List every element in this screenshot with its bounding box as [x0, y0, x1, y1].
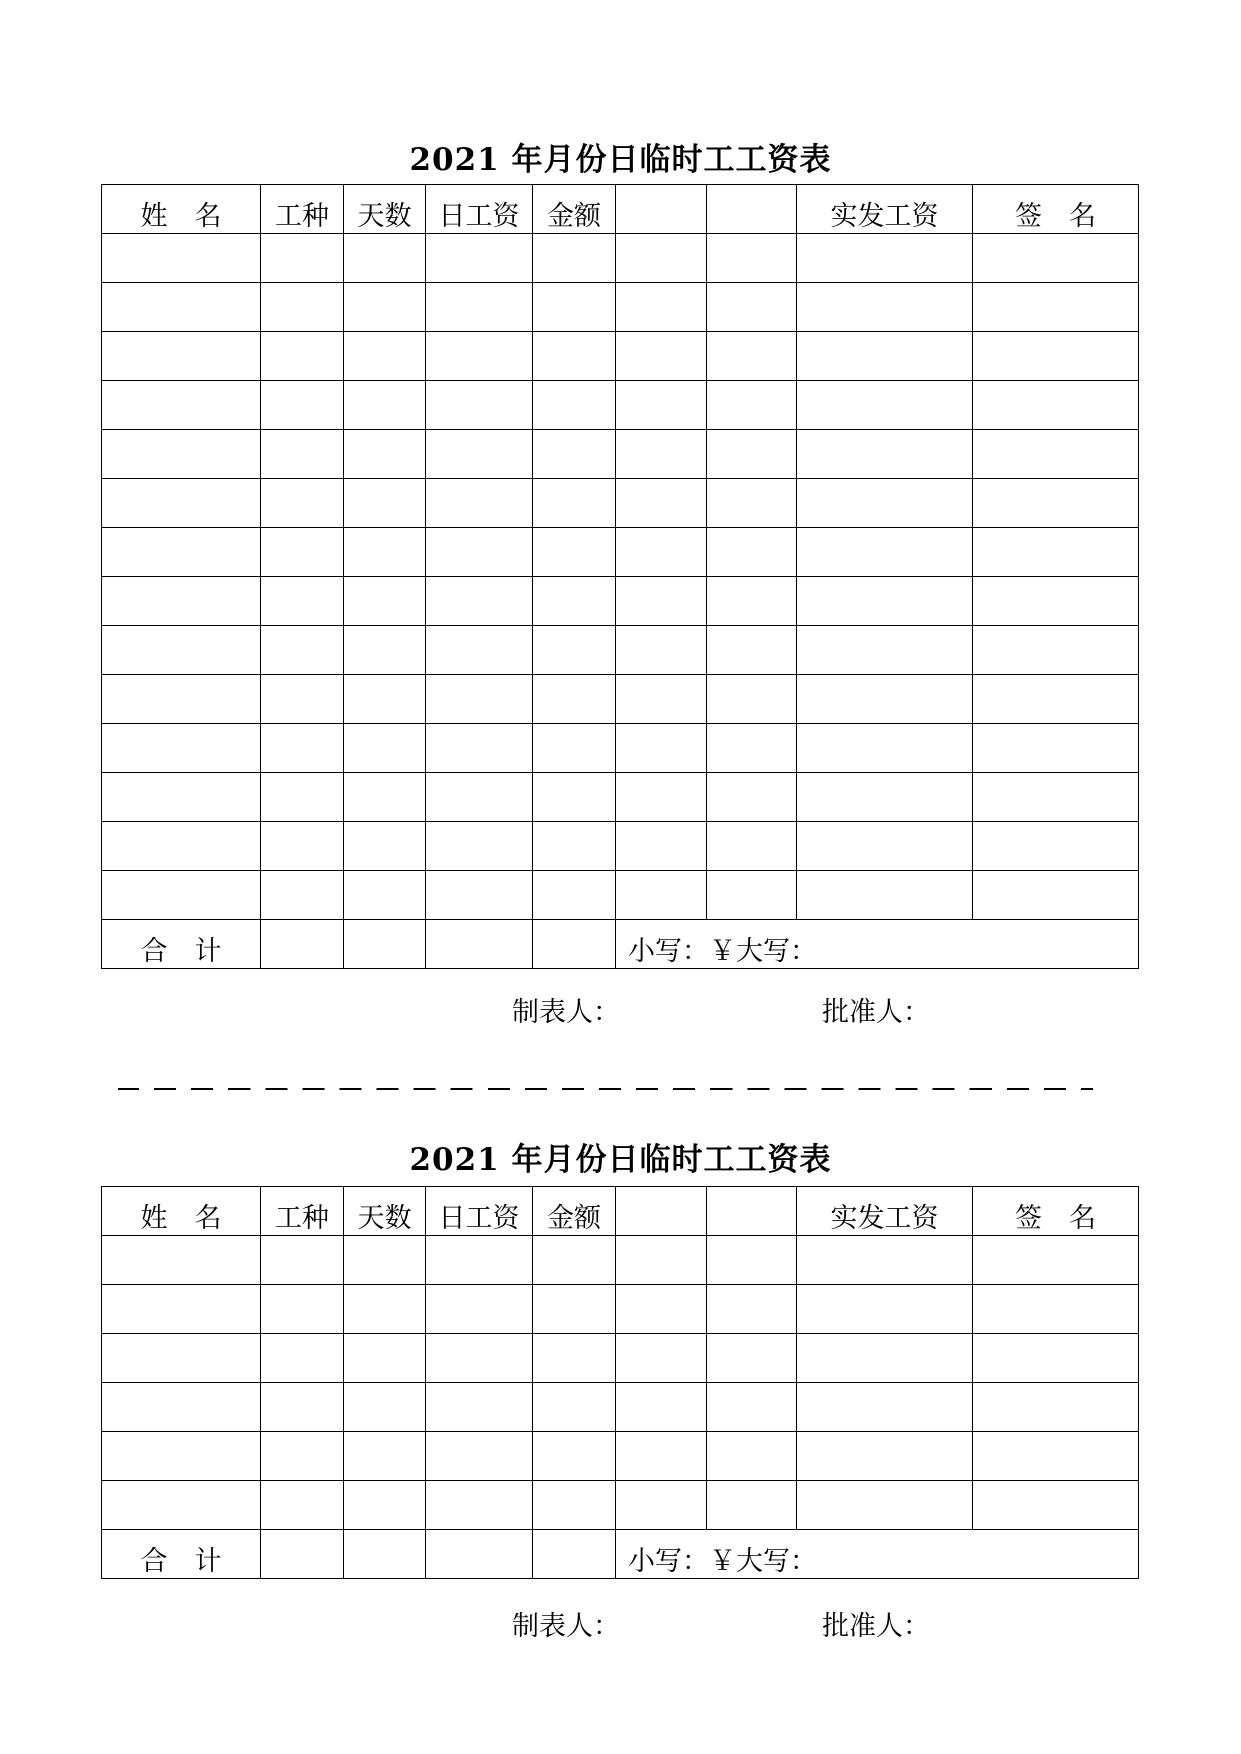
table-cell[interactable]	[533, 626, 616, 675]
sheet-2-approver-label: 批准人：	[822, 1611, 930, 1642]
table-row	[102, 1432, 1139, 1481]
table-cell[interactable]	[797, 577, 973, 626]
table-cell[interactable]	[973, 871, 1139, 920]
table-cell[interactable]	[797, 773, 973, 822]
column-header: 姓 名	[102, 1187, 261, 1236]
table-cell[interactable]	[344, 1481, 426, 1530]
table-cell[interactable]	[261, 479, 344, 528]
column-header	[707, 185, 797, 234]
table-row	[102, 479, 1139, 528]
table-cell[interactable]	[797, 724, 973, 773]
table-cell[interactable]	[973, 381, 1139, 430]
table-row	[102, 626, 1139, 675]
sheet-2-title: 2021 年月份日临时工工资表	[409, 1142, 832, 1178]
table-cell[interactable]	[707, 1432, 797, 1481]
table-cell[interactable]	[707, 1334, 797, 1383]
sheet-1-wage-table	[101, 184, 1139, 969]
table-cell[interactable]	[533, 1432, 616, 1481]
table-cell[interactable]	[533, 479, 616, 528]
column-header	[616, 1187, 707, 1236]
table-cell[interactable]	[426, 1236, 533, 1285]
table-cell[interactable]	[102, 871, 261, 920]
table-row	[102, 430, 1139, 479]
table-cell[interactable]	[797, 1236, 973, 1285]
table-cell[interactable]	[973, 1236, 1139, 1285]
table-cell[interactable]	[426, 1383, 533, 1432]
table-cell[interactable]	[973, 724, 1139, 773]
table-row	[102, 1383, 1139, 1432]
column-header: 实发工资	[797, 185, 973, 234]
table-cell[interactable]	[533, 1236, 616, 1285]
table-cell[interactable]	[261, 1334, 344, 1383]
table-cell[interactable]	[533, 332, 616, 381]
sheet-1-maker-label: 制表人：	[512, 997, 620, 1028]
table-cell[interactable]	[344, 1383, 426, 1432]
column-header	[707, 1187, 797, 1236]
table-cell[interactable]	[261, 1481, 344, 1530]
table-cell[interactable]	[102, 577, 261, 626]
table-cell[interactable]	[261, 822, 344, 871]
table-cell[interactable]	[797, 1432, 973, 1481]
table-cell[interactable]	[616, 479, 707, 528]
table-cell[interactable]	[426, 479, 533, 528]
table-cell[interactable]	[261, 1236, 344, 1285]
table-cell[interactable]	[426, 773, 533, 822]
table-cell[interactable]	[973, 479, 1139, 528]
table-cell[interactable]	[102, 234, 261, 283]
table-row	[102, 724, 1139, 773]
table-cell[interactable]	[533, 430, 616, 479]
column-header: 金额	[533, 1187, 616, 1236]
table-cell[interactable]	[616, 724, 707, 773]
table-cell[interactable]	[616, 430, 707, 479]
column-header: 金额	[533, 185, 616, 234]
table-cell[interactable]	[344, 822, 426, 871]
total-cell[interactable]	[344, 1530, 426, 1579]
total-row	[102, 1530, 1139, 1579]
table-cell[interactable]	[261, 577, 344, 626]
table-row	[102, 234, 1139, 283]
table-row	[102, 1481, 1139, 1530]
table-cell[interactable]	[973, 773, 1139, 822]
table-cell[interactable]	[973, 1481, 1139, 1530]
table-cell[interactable]	[344, 675, 426, 724]
table-cell[interactable]	[973, 1285, 1139, 1334]
table-cell[interactable]	[533, 1285, 616, 1334]
table-cell[interactable]	[344, 724, 426, 773]
table-cell[interactable]	[426, 871, 533, 920]
table-cell[interactable]	[102, 773, 261, 822]
column-header: 天数	[344, 1187, 426, 1236]
table-cell[interactable]	[973, 577, 1139, 626]
table-cell[interactable]	[616, 675, 707, 724]
total-label: 合 计	[102, 1530, 261, 1579]
table-cell[interactable]	[102, 1236, 261, 1285]
table-cell[interactable]	[797, 1383, 973, 1432]
table-cell[interactable]	[102, 1383, 261, 1432]
table-cell[interactable]	[797, 1481, 973, 1530]
table-cell[interactable]	[102, 430, 261, 479]
table-cell[interactable]	[797, 332, 973, 381]
table-cell[interactable]	[797, 871, 973, 920]
table-cell[interactable]	[533, 381, 616, 430]
total-cell[interactable]	[533, 1530, 616, 1579]
table-cell[interactable]	[973, 1432, 1139, 1481]
column-header: 工种	[261, 185, 344, 234]
table-cell[interactable]	[344, 1334, 426, 1383]
table-cell[interactable]	[102, 1334, 261, 1383]
total-cell[interactable]	[533, 920, 616, 969]
table-cell[interactable]	[533, 871, 616, 920]
table-cell[interactable]	[616, 234, 707, 283]
table-cell[interactable]	[533, 1334, 616, 1383]
table-cell[interactable]	[973, 283, 1139, 332]
column-header: 天数	[344, 185, 426, 234]
column-header: 实发工资	[797, 1187, 973, 1236]
table-cell[interactable]	[344, 626, 426, 675]
table-cell[interactable]	[616, 381, 707, 430]
table-cell[interactable]	[797, 430, 973, 479]
table-cell[interactable]	[533, 1383, 616, 1432]
table-cell[interactable]	[707, 234, 797, 283]
table-cell[interactable]	[426, 1432, 533, 1481]
table-cell[interactable]	[102, 626, 261, 675]
table-cell[interactable]	[344, 381, 426, 430]
table-cell[interactable]	[102, 381, 261, 430]
table-cell[interactable]	[973, 234, 1139, 283]
table-cell[interactable]	[707, 675, 797, 724]
table-cell[interactable]	[344, 283, 426, 332]
table-cell[interactable]	[797, 822, 973, 871]
sheet-2-maker-label: 制表人：	[512, 1611, 620, 1642]
table-cell[interactable]	[426, 234, 533, 283]
table-row	[102, 1285, 1139, 1334]
table-cell[interactable]	[707, 332, 797, 381]
table-cell[interactable]	[102, 283, 261, 332]
table-cell[interactable]	[261, 1383, 344, 1432]
table-cell[interactable]	[344, 430, 426, 479]
table-cell[interactable]	[973, 430, 1139, 479]
table-cell[interactable]	[707, 1481, 797, 1530]
table-cell[interactable]	[261, 283, 344, 332]
table-cell[interactable]	[344, 332, 426, 381]
table-cell[interactable]	[707, 528, 797, 577]
table-cell[interactable]	[533, 724, 616, 773]
table-row	[102, 871, 1139, 920]
table-cell[interactable]	[533, 577, 616, 626]
table-cell[interactable]	[344, 871, 426, 920]
table-cell[interactable]	[426, 528, 533, 577]
total-amount-summary[interactable]: 小写：￥大写：	[616, 920, 1139, 969]
table-cell[interactable]	[707, 283, 797, 332]
table-cell[interactable]	[261, 234, 344, 283]
table-cell[interactable]	[261, 626, 344, 675]
table-cell[interactable]	[797, 626, 973, 675]
total-label: 合 计	[102, 920, 261, 969]
table-cell[interactable]	[973, 332, 1139, 381]
column-header: 工种	[261, 1187, 344, 1236]
table-cell[interactable]	[344, 1432, 426, 1481]
table-cell[interactable]	[426, 1334, 533, 1383]
table-cell[interactable]	[426, 626, 533, 675]
sheet-1-approver-label: 批准人：	[822, 997, 930, 1028]
table-cell[interactable]	[797, 234, 973, 283]
table-cell[interactable]	[426, 283, 533, 332]
column-header: 日工资	[426, 185, 533, 234]
table-row	[102, 773, 1139, 822]
table-cell[interactable]	[707, 626, 797, 675]
table-cell[interactable]	[973, 626, 1139, 675]
total-cell[interactable]	[426, 920, 533, 969]
table-cell[interactable]	[261, 381, 344, 430]
table-cell[interactable]	[426, 675, 533, 724]
table-cell[interactable]	[344, 234, 426, 283]
column-header: 姓 名	[102, 185, 261, 234]
table-row	[102, 675, 1139, 724]
table-cell[interactable]	[261, 430, 344, 479]
sheet-2-wage-table	[101, 1186, 1139, 1579]
table-cell[interactable]	[616, 332, 707, 381]
table-cell[interactable]	[707, 822, 797, 871]
table-cell[interactable]	[344, 1236, 426, 1285]
table-cell[interactable]	[973, 1334, 1139, 1383]
table-row	[102, 1334, 1139, 1383]
table-cell[interactable]	[616, 1285, 707, 1334]
cut-line-divider	[118, 1088, 1093, 1090]
table-cell[interactable]	[533, 1481, 616, 1530]
column-header: 签 名	[973, 185, 1139, 234]
table-cell[interactable]	[102, 528, 261, 577]
table-header-row	[102, 1187, 1139, 1236]
table-cell[interactable]	[426, 577, 533, 626]
table-cell[interactable]	[261, 528, 344, 577]
table-cell[interactable]	[707, 381, 797, 430]
table-row	[102, 332, 1139, 381]
total-cell[interactable]	[261, 920, 344, 969]
table-cell[interactable]	[261, 1285, 344, 1334]
table-cell[interactable]	[102, 1432, 261, 1481]
table-cell[interactable]	[973, 822, 1139, 871]
table-cell[interactable]	[533, 822, 616, 871]
table-cell[interactable]	[426, 1285, 533, 1334]
total-cell[interactable]	[426, 1530, 533, 1579]
table-cell[interactable]	[797, 1334, 973, 1383]
table-cell[interactable]	[533, 234, 616, 283]
table-cell[interactable]	[973, 528, 1139, 577]
table-cell[interactable]	[616, 1334, 707, 1383]
table-cell[interactable]	[426, 381, 533, 430]
table-cell[interactable]	[102, 724, 261, 773]
column-header: 签 名	[973, 1187, 1139, 1236]
table-row	[102, 822, 1139, 871]
table-cell[interactable]	[707, 479, 797, 528]
table-cell[interactable]	[616, 773, 707, 822]
table-cell[interactable]	[533, 528, 616, 577]
table-cell[interactable]	[616, 1236, 707, 1285]
sheet-1-title: 2021 年月份日临时工工资表	[409, 142, 832, 178]
table-cell[interactable]	[797, 283, 973, 332]
table-row	[102, 528, 1139, 577]
table-row	[102, 577, 1139, 626]
table-cell[interactable]	[707, 724, 797, 773]
table-cell[interactable]	[261, 675, 344, 724]
table-cell[interactable]	[616, 871, 707, 920]
total-cell[interactable]	[261, 1530, 344, 1579]
table-header-row	[102, 185, 1139, 234]
table-row	[102, 1236, 1139, 1285]
table-cell[interactable]	[261, 1432, 344, 1481]
table-cell[interactable]	[102, 1481, 261, 1530]
table-cell[interactable]	[707, 773, 797, 822]
table-cell[interactable]	[707, 1236, 797, 1285]
table-cell[interactable]	[797, 675, 973, 724]
table-cell[interactable]	[261, 773, 344, 822]
table-cell[interactable]	[533, 283, 616, 332]
table-cell[interactable]	[344, 577, 426, 626]
table-cell[interactable]	[102, 479, 261, 528]
table-cell[interactable]	[616, 528, 707, 577]
table-cell[interactable]	[344, 528, 426, 577]
table-cell[interactable]	[426, 332, 533, 381]
table-cell[interactable]	[426, 430, 533, 479]
table-cell[interactable]	[616, 1481, 707, 1530]
table-cell[interactable]	[261, 871, 344, 920]
table-cell[interactable]	[707, 1383, 797, 1432]
table-cell[interactable]	[344, 479, 426, 528]
table-cell[interactable]	[102, 675, 261, 724]
table-cell[interactable]	[616, 626, 707, 675]
table-cell[interactable]	[797, 528, 973, 577]
table-cell[interactable]	[102, 822, 261, 871]
table-cell[interactable]	[426, 1481, 533, 1530]
table-cell[interactable]	[616, 1383, 707, 1432]
table-cell[interactable]	[616, 283, 707, 332]
total-row	[102, 920, 1139, 969]
table-cell[interactable]	[707, 577, 797, 626]
table-cell[interactable]	[797, 381, 973, 430]
table-cell[interactable]	[797, 479, 973, 528]
table-cell[interactable]	[261, 332, 344, 381]
table-cell[interactable]	[426, 822, 533, 871]
table-cell[interactable]	[102, 1285, 261, 1334]
table-cell[interactable]	[616, 822, 707, 871]
table-row	[102, 381, 1139, 430]
table-cell[interactable]	[344, 773, 426, 822]
total-amount-summary[interactable]: 小写：￥大写：	[616, 1530, 1139, 1579]
table-cell[interactable]	[973, 1383, 1139, 1432]
table-cell[interactable]	[261, 724, 344, 773]
table-cell[interactable]	[616, 577, 707, 626]
table-cell[interactable]	[707, 430, 797, 479]
table-cell[interactable]	[102, 332, 261, 381]
table-cell[interactable]	[707, 1285, 797, 1334]
table-cell[interactable]	[973, 675, 1139, 724]
table-cell[interactable]	[344, 1285, 426, 1334]
table-cell[interactable]	[707, 871, 797, 920]
column-header: 日工资	[426, 1187, 533, 1236]
table-cell[interactable]	[797, 1285, 973, 1334]
table-row	[102, 283, 1139, 332]
column-header	[616, 185, 707, 234]
table-cell[interactable]	[616, 1432, 707, 1481]
total-cell[interactable]	[344, 920, 426, 969]
table-cell[interactable]	[426, 724, 533, 773]
table-cell[interactable]	[533, 773, 616, 822]
table-cell[interactable]	[533, 675, 616, 724]
